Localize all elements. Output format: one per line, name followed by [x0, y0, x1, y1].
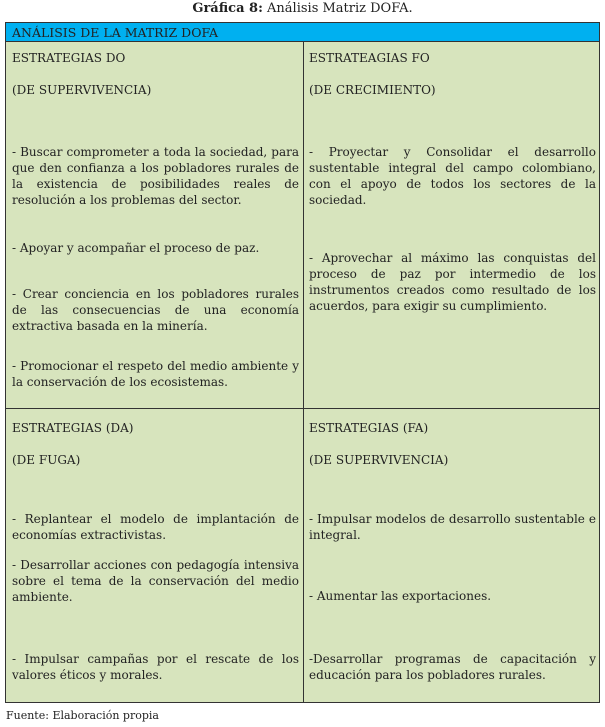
figure-label: Gráfica 8:	[192, 1, 263, 16]
strategy-item: -Desarrollar programas de capacitación y educación para los pobladores rurales.	[309, 652, 596, 682]
strategy-item: - Impulsar modelos de desarrollo sustentable e integral.	[309, 512, 596, 542]
source-note: Fuente: Elaboración propia	[6, 709, 159, 722]
cell-subheading: (DE FUGA)	[12, 453, 81, 467]
strategy-item: - Replantear el modelo de implantación de economías extractivistas.	[12, 512, 299, 542]
cell-heading: ESTRATEGIAS DO	[12, 51, 126, 65]
strategy-item: - Crear conciencia en los pobladores rurales de las consecuencias de una economía extractiva basada en la minería.	[12, 287, 299, 333]
strategy-item: - Promocionar el respeto del medio ambiente y la conservación de los ecosistemas.	[12, 359, 299, 389]
strategy-item: - Desarrollar acciones con pedagogía intensiva sobre el tema de la conservación del medio ambiente.	[12, 558, 299, 604]
cell-heading: ESTRATEGIAS (FA)	[309, 421, 429, 435]
strategy-item: - Apoyar y acompañar el proceso de paz.	[12, 241, 260, 255]
table-header: ANÁLISIS DE LA MATRIZ DOFA	[6, 23, 599, 42]
dofa-matrix-table	[5, 22, 600, 703]
figure-caption: Análisis Matriz DOFA.	[262, 1, 413, 16]
cell-subheading: (DE SUPERVIVENCIA)	[309, 453, 449, 467]
row-divider	[6, 408, 599, 409]
figure-title	[0, 1, 605, 16]
strategy-item: - Aprovechar al máximo las conquistas del proceso de paz por intermedio de los instrumentos creados como resultado de los acuerdos, para exigir su cumplimiento.	[309, 251, 596, 313]
strategy-item: - Buscar comprometer a toda la sociedad, para que den confianza a los pobladores rurales de la existencia de posibilidades reales de resolución a los problemas del sector.	[12, 145, 299, 207]
cell-heading: ESTRATEGIAS (DA)	[12, 421, 134, 435]
cell-subheading: (DE SUPERVIVENCIA)	[12, 83, 152, 97]
strategy-item: - Proyectar y Consolidar el desarrollo sustentable integral del campo colombiano, con el apoyo de todos los sectores de la sociedad.	[309, 145, 596, 207]
strategy-item: - Impulsar campañas por el rescate de los valores éticos y morales.	[12, 652, 299, 682]
column-divider	[303, 42, 304, 703]
cell-heading: ESTRATEAGIAS FO	[309, 51, 430, 65]
cell-subheading: (DE CRECIMIENTO)	[309, 83, 436, 97]
strategy-item: - Aumentar las exportaciones.	[309, 589, 492, 603]
